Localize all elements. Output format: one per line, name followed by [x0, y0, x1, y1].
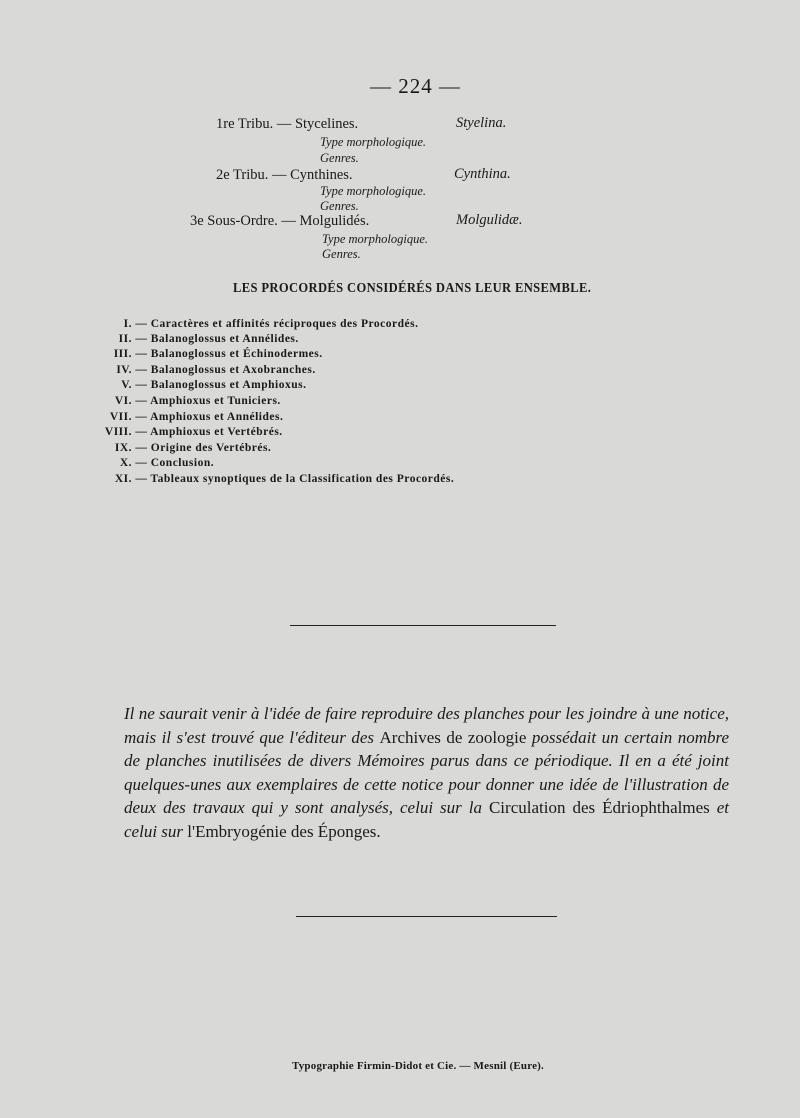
toc-item: X. — Conclusion. [119, 457, 215, 469]
notice-paragraph: Il ne saurait venir à l'idée de faire reproduire des planches pour les joindre à une notice, mais il s'est trouvé que l'éditeur des Archives de zoologie possédait un certain nombre de planches inutilisées de divers Mémoires parus dans ce périodique. Il en a été joint quelques-unes aux exemplaires de cette notice pour donner une idée de l'illustration de deux des travaux qui y sont analysés, celui sur la Circulation des Édriophthalmes et celui sur l'Embryogénie des Éponges. [124, 704, 730, 841]
toc-item: IV. — Balanoglossus et Axobranches. [116, 364, 316, 376]
toc-item: IX. — Origine des Vertébrés. [114, 442, 272, 454]
toc-item: XI. — Tableaux synoptiques de la Classification des Procordés. [114, 473, 455, 485]
toc-item: VII. — Amphioxus et Annélides. [109, 411, 284, 423]
tribe-2-label: 2e Tribu. — Cynthines. [216, 167, 353, 183]
tribe-1-latin: Styelina. [456, 115, 507, 131]
printer-imprint: Typographie Firmin-Didot et Cie. — Mesnil (Eure). [292, 1060, 544, 1072]
section-title: LES PROCORDÉS CONSIDÉRÉS DANS LEUR ENSEMBLE. [233, 280, 592, 295]
toc-item: II. — Balanoglossus et Annélides. [118, 333, 299, 345]
toc-item: I. — Caractères et affinités réciproques des Procordés. [123, 318, 419, 330]
tribe-1-type: Type morphologique. [320, 135, 427, 149]
divider-rule [290, 625, 556, 626]
suborder-3-label: 3e Sous-Ordre. — Molgulidés. [190, 213, 370, 229]
tribe-2-genres: Genres. [320, 199, 359, 213]
toc-item: III. — Balanoglossus et Échinodermes. [113, 348, 323, 360]
page-number: — 224 — [370, 74, 461, 98]
toc-item: VIII. — Amphioxus et Vertébrés. [104, 426, 283, 438]
tribe-2-type: Type morphologique. [320, 184, 427, 198]
tribe-1-label: 1re Tribu. — Stycelines. [216, 116, 359, 132]
tribe-1-genres: Genres. [320, 151, 359, 165]
suborder-3-latin: Molgulidæ. [456, 212, 523, 228]
tribe-2-latin: Cynthina. [454, 166, 511, 182]
suborder-3-type: Type morphologique. [322, 232, 429, 246]
toc-item: V. — Balanoglossus et Amphioxus. [121, 379, 307, 391]
suborder-3-genres: Genres. [322, 247, 361, 261]
divider-rule [296, 916, 557, 917]
toc-item: VI. — Amphioxus et Tuniciers. [114, 395, 281, 407]
